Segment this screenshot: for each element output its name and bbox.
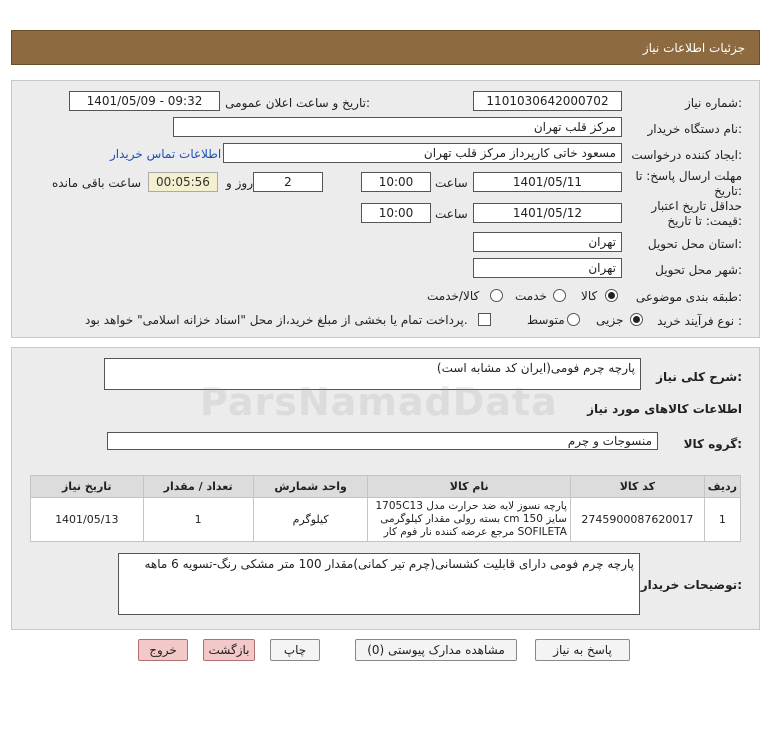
items-title: اطلاعات کالاهای مورد نیاز (587, 402, 742, 416)
payment-note: پرداخت تمام یا بخشی از مبلغ خرید،از محل "اسناد خزانه اسلامی" خواهد بود. (85, 313, 468, 327)
city-field: تهران (473, 258, 622, 278)
price-validity-time-field: 10:00 (361, 203, 431, 223)
treasury-payment-checkbox[interactable] (478, 313, 491, 326)
col-header-qty: تعداد / مقدار (143, 476, 253, 498)
cell-code: 2745900087620017 (570, 498, 704, 542)
reply-button[interactable]: پاسخ به نیاز (535, 639, 630, 661)
items-table-header (31, 476, 741, 498)
creator-field: مسعود خاتی کارپرداز مرکز قلب تهران (223, 143, 622, 163)
cell-qty: 1 (143, 498, 253, 542)
need-number-field: 1101030642000702 (473, 91, 622, 111)
process-option-minor: جزیی (596, 313, 624, 327)
price-validity-label: حداقل تاریخ اعتبار قیمت: تا تاریخ: (651, 199, 742, 228)
deadline-label: مهلت ارسال پاسخ: تا تاریخ: (635, 169, 742, 198)
summary-field: پارچه چرم فومی(ایران کد مشابه است) (104, 358, 641, 390)
category-radio-service[interactable] (553, 289, 566, 302)
cell-date: 1401/05/13 (31, 498, 144, 542)
category-label: طبقه بندی موضوعی: (635, 290, 742, 304)
buyer-org-label: نام دستگاه خریدار: (647, 122, 742, 136)
cell-name: پارچه نسوز لایه ضد حرارت مدل 1705C13 سایز 150 cm بسته رولی مقدار کیلوگرمی SOFILETA مرجع عرضه کننده نار فوم کار (368, 498, 570, 542)
deadline-date-field: 1401/05/11 (473, 172, 622, 192)
col-header-code: کد کالا (570, 476, 704, 498)
process-radio-medium[interactable] (567, 313, 580, 326)
deadline-time-label: ساعت (435, 176, 468, 190)
announce-field: 1401/05/09 - 09:32 (69, 91, 220, 111)
process-option-medium: متوسط (527, 313, 565, 327)
category-radio-goods-service[interactable] (490, 289, 503, 302)
items-table (30, 475, 741, 542)
summary-label: شرح کلی نیاز: (656, 370, 742, 384)
category-option-goods-service: کالا/خدمت (427, 289, 480, 303)
remaining-label: ساعت باقی مانده (52, 176, 142, 190)
cell-unit: کیلوگرم (253, 498, 368, 542)
price-validity-time-label: ساعت (435, 207, 468, 221)
group-label: گروه کالا: (683, 437, 742, 451)
back-button[interactable]: بازگشت (203, 639, 255, 661)
days-label: روز و (226, 176, 253, 190)
col-header-index: ردیف (704, 476, 740, 498)
announce-label: تاریخ و ساعت اعلان عمومی: (225, 96, 370, 110)
col-header-date: تاریخ نیاز (31, 476, 144, 498)
page-header (11, 30, 760, 65)
deadline-time-field: 10:00 (361, 172, 431, 192)
table-row (31, 498, 741, 542)
remaining-time-field: 00:05:56 (148, 172, 218, 192)
print-button[interactable]: چاپ (270, 639, 320, 661)
province-label: استان محل تحویل: (647, 237, 742, 251)
creator-label: ایجاد کننده درخواست: (631, 148, 742, 162)
attachments-button[interactable]: مشاهده مدارک پیوستی (0) (355, 639, 517, 661)
buyer-org-field: مرکز قلب تهران (173, 117, 622, 137)
cell-index: 1 (704, 498, 740, 542)
group-field: منسوجات و چرم (107, 432, 658, 450)
buyer-notes-field: پارچه چرم فومی دارای قابلیت کشسانی(چرم تیر کمانی)مقدار 100 متر مشکی رنگ-تسویه 6 ماهه (118, 553, 640, 615)
category-option-goods: کالا (581, 289, 598, 303)
province-field: تهران (473, 232, 622, 252)
process-radio-minor[interactable] (630, 313, 643, 326)
process-label: نوع فرآیند خرید : (657, 314, 742, 328)
buyer-notes-label: توضیحات خریدار: (640, 578, 742, 592)
need-number-label: شماره نیاز: (684, 96, 742, 110)
col-header-unit: واحد شمارش (253, 476, 368, 498)
category-radio-goods[interactable] (605, 289, 618, 302)
category-option-service: خدمت (515, 289, 547, 303)
days-field: 2 (253, 172, 323, 192)
city-label: شهر محل تحویل: (655, 263, 742, 277)
exit-button[interactable]: خروج (138, 639, 188, 661)
buyer-contact-link[interactable]: اطلاعات تماس خریدار (110, 147, 222, 161)
page-title: جزئیات اطلاعات نیاز (642, 41, 745, 55)
col-header-name: نام کالا (368, 476, 570, 498)
price-validity-date-field: 1401/05/12 (473, 203, 622, 223)
